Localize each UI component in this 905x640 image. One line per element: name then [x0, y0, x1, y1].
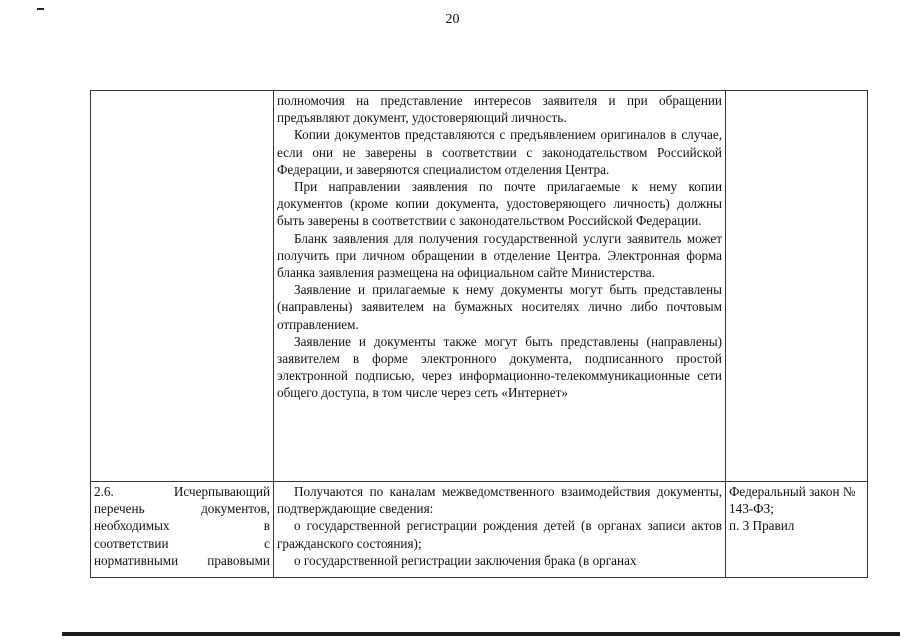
row2-col1-cell — [91, 482, 274, 578]
paragraph: Заявление и прилагаемые к нему документы могут быть представлены (направлены) заявителем на бумажных носителях лично либо почтовым отправлением. — [277, 282, 722, 332]
table-row — [91, 482, 868, 578]
row2-col2-cell — [274, 482, 726, 578]
heading-word: правовыми — [207, 552, 270, 568]
paragraph: При направлении заявления по почте прилагаемые к нему копии документов (кроме копии документа, удостоверяющего личность) должны быть заверены в соответствии с законодательством Российской Федерации. — [277, 179, 722, 229]
paragraph: Заявление и документы также могут быть представлены (направлены) заявителем в форме электронного документа, подписанного простой электронной подписью, через информационно-телекоммуникационные сети общего доступа, в том числе через сеть «Интернет» — [277, 333, 722, 401]
item-heading-line — [94, 483, 270, 500]
legal-reference: п. 3 Правил — [729, 518, 795, 534]
footer-rule — [62, 632, 900, 636]
table-row — [91, 91, 868, 482]
item-heading-line — [94, 552, 270, 569]
paragraph: Бланк заявления для получения государственной услуги заявитель может получить при личном обращении в отделение Центра. Электронная форма бланка заявления размещена на официальном сайте Министерства. — [277, 230, 722, 281]
row1-col3-cell — [726, 91, 868, 482]
heading-word: с — [264, 535, 270, 551]
heading-word: соответствии — [94, 535, 169, 551]
corner-mark — [37, 8, 44, 10]
row1-col2-cell — [274, 91, 726, 482]
requirements-table — [90, 90, 868, 578]
item-heading-line — [94, 517, 270, 534]
heading-word: в — [263, 518, 270, 534]
legal-reference: Федеральный закон № 143-ФЗ; — [729, 484, 856, 517]
paragraph: полномочия на представление интересов заявителя и при обращении предъявляют документ, удостоверяющий личность. — [277, 93, 722, 126]
paragraph: Копии документов представляются с предъявлением оригиналов в случае, если они не заверены в соответствии с законодательством Российской Федерации, и заверяются специалистом отделения Центра. — [277, 127, 722, 177]
paragraph: Получаются по каналам межведомственного взаимодействия документы, подтверждающие сведения: — [277, 484, 722, 517]
item-number: 2.6. — [94, 484, 114, 499]
paragraph: о государственной регистрации рождения детей (в органах записи актов гражданского состояния); — [277, 518, 722, 551]
heading-word: Исчерпывающий — [173, 484, 270, 499]
page-number: 20 — [445, 12, 460, 27]
heading-word: нормативными — [94, 552, 179, 568]
paragraph: о государственной регистрации заключения брака (в органах — [294, 552, 637, 568]
heading-word: документов, — [201, 501, 270, 517]
heading-word: перечень — [94, 501, 145, 517]
row2-col3-cell — [726, 482, 868, 578]
item-heading-line — [94, 500, 270, 517]
row1-col1-cell — [91, 91, 274, 482]
item-heading-line — [94, 535, 270, 552]
heading-word: необходимых — [94, 518, 170, 534]
